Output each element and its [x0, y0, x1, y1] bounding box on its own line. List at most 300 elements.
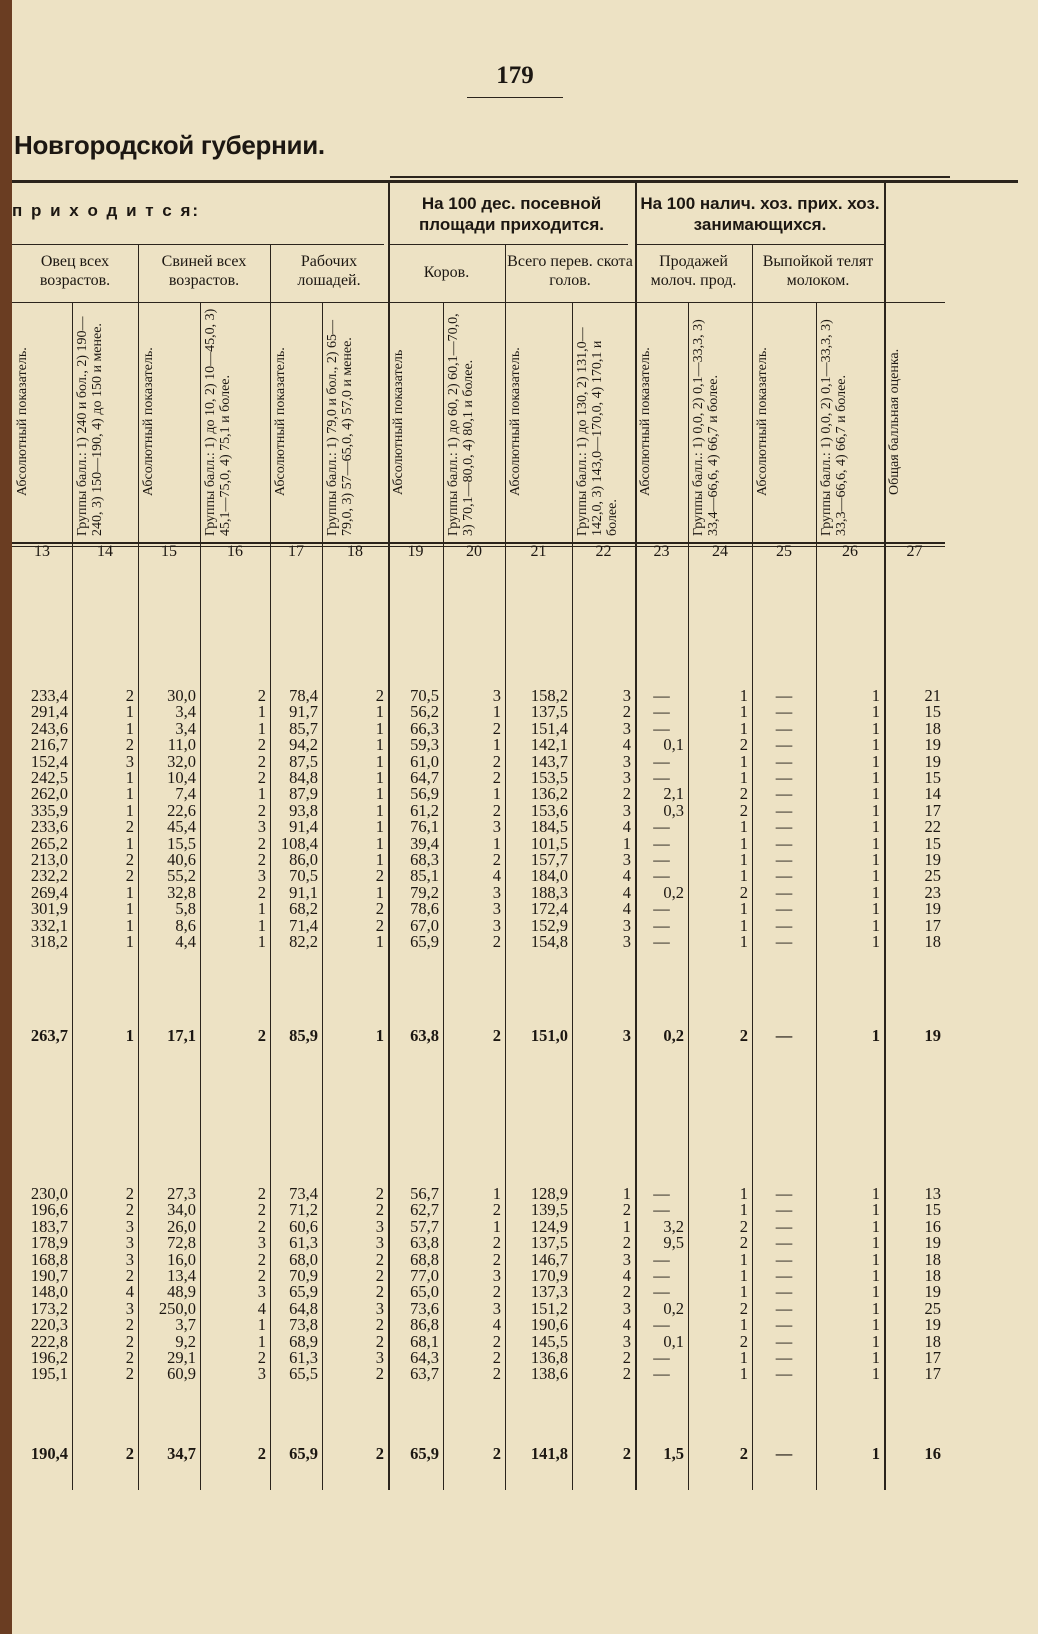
- cell-col-18: 2: [375, 1315, 384, 1335]
- cell-col-15: 4,4: [175, 932, 196, 951]
- cell-col-13: 269,4: [30, 882, 68, 902]
- cell-col-21: 151,0: [530, 1026, 568, 1045]
- cell-col-21: 128,9: [530, 1184, 568, 1203]
- cell-col-13: 183,7: [30, 1216, 68, 1236]
- cell-col-14: 3: [125, 1216, 134, 1236]
- cell-col-17: 65,5: [289, 1364, 318, 1384]
- cell-col-22: 4: [622, 899, 631, 919]
- table-row: [0, 835, 1038, 852]
- cell-col-15: 55,2: [167, 866, 196, 886]
- table-row: [0, 785, 1038, 802]
- subheader-19: Абсолютный показатель: [391, 349, 406, 495]
- column-number-21: 21: [530, 543, 547, 560]
- cell-col-23: —: [653, 833, 670, 853]
- cell-col-20: 1: [492, 1184, 501, 1203]
- cell-col-16: 4: [257, 1298, 266, 1318]
- cell-col-16: 3: [257, 1233, 266, 1253]
- cell-col-20: 3: [492, 915, 501, 935]
- cell-col-15: 11,0: [167, 735, 196, 755]
- table-row: [0, 818, 1038, 835]
- column-number-14: 14: [97, 543, 113, 560]
- cell-col-20: 2: [492, 932, 501, 951]
- cell-col-20: 2: [492, 850, 501, 869]
- cell-col-23: —: [653, 751, 670, 771]
- table-row: [0, 917, 1038, 934]
- column-number-26: 26: [842, 543, 858, 560]
- subheader-17: Абсолютный показатель.: [273, 347, 288, 497]
- cell-col-19: 65,0: [410, 1282, 439, 1302]
- cell-col-15: 48,9: [167, 1282, 196, 1302]
- cell-col-25: —: [775, 686, 793, 705]
- cell-col-17: 85,7: [289, 718, 318, 738]
- cell-col-17: 68,2: [289, 899, 318, 919]
- cell-col-20: 2: [492, 768, 501, 787]
- cell-col-18: 2: [375, 1200, 384, 1220]
- cell-col-20: 3: [492, 882, 501, 902]
- cell-col-16: 2: [257, 686, 266, 705]
- cell-col-25: —: [775, 1444, 793, 1463]
- cell-col-13: 196,6: [30, 1200, 68, 1220]
- cell-col-27: 14: [924, 784, 941, 804]
- cell-col-16: 1: [257, 718, 266, 738]
- table-row: [0, 1185, 1038, 1202]
- cell-col-23: 0,2: [663, 1026, 684, 1045]
- table-row: [0, 1333, 1038, 1350]
- column-number-22: 22: [595, 543, 612, 560]
- cell-col-27: 18: [924, 1331, 941, 1351]
- cell-col-22: 3: [622, 1331, 631, 1351]
- page-number-rule: [467, 97, 563, 98]
- cell-col-16: 1: [257, 702, 266, 722]
- cell-col-15: 5,8: [175, 899, 196, 919]
- cell-col-16: 3: [257, 866, 266, 886]
- table-row: [0, 720, 1038, 737]
- table-row: [0, 1316, 1038, 1333]
- cell-col-26: 1: [871, 1315, 880, 1335]
- cell-col-19: 56,7: [410, 1184, 439, 1203]
- cell-col-23: 0,1: [663, 735, 684, 755]
- cell-col-24: 2: [739, 1331, 748, 1351]
- cell-col-15: 250,0: [158, 1298, 196, 1318]
- cell-col-22: 1: [622, 833, 631, 853]
- cell-col-14: 1: [125, 768, 134, 787]
- header-rule-left: [12, 244, 384, 245]
- cell-col-22: 2: [622, 1348, 631, 1367]
- cell-col-21: 141,8: [530, 1444, 568, 1463]
- cell-col-15: 34,7: [167, 1444, 196, 1463]
- cell-col-21: 172,4: [530, 899, 568, 919]
- group-header-6: Продажей молоч. прод.: [650, 253, 737, 289]
- cell-col-22: 2: [622, 1233, 631, 1253]
- group-header-2: Свиней всех возрастов.: [161, 253, 247, 289]
- cell-col-25: —: [775, 1233, 793, 1253]
- cell-col-19: 56,2: [410, 702, 439, 722]
- table-row: [0, 703, 1038, 720]
- cell-col-22: 4: [622, 817, 631, 837]
- cell-col-21: 151,4: [530, 718, 568, 738]
- cell-col-19: 66,3: [410, 718, 439, 738]
- cell-col-19: 63,7: [410, 1364, 439, 1384]
- cell-col-23: 0,3: [663, 800, 684, 820]
- cell-col-13: 190,7: [30, 1266, 68, 1285]
- column-number-15: 15: [161, 543, 177, 560]
- cell-col-15: 3,7: [175, 1315, 196, 1335]
- cell-col-25: —: [775, 1315, 793, 1335]
- cell-col-17: 70,9: [289, 1266, 318, 1285]
- page-number: 179: [496, 62, 534, 89]
- cell-col-15: 29,1: [167, 1348, 196, 1367]
- cell-col-24: 1: [739, 850, 748, 869]
- column-number-23: 23: [653, 543, 670, 560]
- table-row: [0, 1365, 1038, 1382]
- cell-col-13: 178,9: [30, 1233, 68, 1253]
- cell-col-22: 4: [622, 1315, 631, 1335]
- cell-col-25: —: [775, 1266, 793, 1285]
- cell-col-27: 18: [924, 718, 941, 738]
- cell-col-15: 15,5: [167, 833, 196, 853]
- cell-col-26: 1: [871, 751, 880, 771]
- cell-col-19: 79,2: [410, 882, 439, 902]
- cell-col-26: 1: [871, 1026, 880, 1045]
- table-row: [0, 1218, 1038, 1235]
- cell-col-15: 10,4: [167, 768, 196, 787]
- cell-col-13: 242,5: [30, 768, 68, 787]
- cell-col-22: 3: [622, 932, 631, 951]
- cell-col-14: 2: [125, 817, 134, 837]
- column-number-16: 16: [227, 543, 243, 560]
- header-top-right: На 100 налич. хоз. прих. хоз. занимающихся.: [640, 194, 880, 234]
- cell-col-27: 25: [924, 1298, 941, 1318]
- cell-col-17: 71,2: [289, 1200, 318, 1220]
- cell-col-19: 64,3: [410, 1348, 439, 1367]
- cell-col-13: 265,2: [30, 833, 68, 853]
- cell-col-23: —: [653, 686, 670, 705]
- cell-col-20: 1: [492, 702, 501, 722]
- cell-col-21: 158,2: [530, 686, 568, 705]
- cell-col-26: 1: [871, 882, 880, 902]
- cell-col-16: 1: [257, 899, 266, 919]
- cell-col-27: 19: [924, 850, 941, 869]
- cell-col-13: 318,2: [30, 932, 68, 951]
- cell-col-17: 91,4: [289, 817, 318, 837]
- top-rule: [12, 180, 1018, 183]
- cell-col-24: 2: [739, 1026, 748, 1045]
- table-row: [0, 802, 1038, 819]
- cell-col-13: 233,4: [30, 686, 68, 705]
- cell-col-26: 1: [871, 1233, 880, 1253]
- cell-col-14: 2: [125, 1331, 134, 1351]
- cell-col-19: 68,8: [410, 1249, 439, 1269]
- cell-col-24: 1: [739, 1184, 748, 1203]
- cell-col-14: 1: [125, 784, 134, 804]
- cell-col-18: 1: [375, 833, 384, 853]
- cell-col-18: 2: [375, 1331, 384, 1351]
- cell-col-27: 19: [924, 1026, 941, 1045]
- cell-col-20: 2: [492, 800, 501, 820]
- header-top-left: п р и х о д и т с я:: [12, 201, 201, 220]
- cell-col-22: 4: [622, 735, 631, 755]
- group-header-1: Овец всех возрастов.: [39, 253, 111, 289]
- cell-col-18: 1: [375, 751, 384, 771]
- cell-col-13: 168,8: [30, 1249, 68, 1269]
- cell-col-27: 13: [924, 1184, 941, 1203]
- cell-col-24: 2: [739, 1444, 748, 1463]
- cell-col-22: 3: [622, 850, 631, 869]
- cell-col-25: —: [775, 932, 793, 951]
- cell-col-20: 4: [492, 866, 501, 886]
- cell-col-17: 73,8: [289, 1315, 318, 1335]
- cell-col-26: 1: [871, 1364, 880, 1384]
- column-number-24: 24: [712, 543, 728, 560]
- cell-col-13: 152,4: [30, 751, 68, 771]
- cell-col-27: 18: [924, 1266, 941, 1285]
- cell-col-21: 190,6: [530, 1315, 568, 1335]
- cell-col-25: —: [775, 1364, 793, 1384]
- cell-col-22: 3: [622, 1249, 631, 1269]
- cell-col-15: 60,9: [167, 1364, 196, 1384]
- cell-col-19: 68,1: [410, 1331, 439, 1351]
- cell-col-18: 1: [375, 932, 384, 951]
- cell-col-22: 3: [622, 718, 631, 738]
- cell-col-25: —: [775, 800, 793, 820]
- cell-col-24: 1: [739, 1249, 748, 1269]
- cell-col-14: 1: [125, 833, 134, 853]
- cell-col-16: 1: [257, 1331, 266, 1351]
- cell-col-24: 1: [739, 702, 748, 722]
- cell-col-14: 2: [125, 1444, 134, 1463]
- table-row: [0, 1201, 1038, 1218]
- cell-col-20: 4: [492, 1315, 501, 1335]
- cell-col-19: 73,6: [410, 1298, 439, 1318]
- cell-col-27: 15: [924, 768, 941, 787]
- cell-col-23: 0,2: [663, 1298, 684, 1318]
- cell-col-26: 1: [871, 1249, 880, 1269]
- cell-col-24: 1: [739, 686, 748, 705]
- average-row-2: [0, 1445, 1038, 1462]
- cell-col-23: —: [653, 1282, 670, 1302]
- cell-col-14: 2: [125, 1184, 134, 1203]
- cell-col-19: 63,8: [410, 1026, 439, 1045]
- cell-col-17: 108,4: [280, 833, 318, 853]
- subheader-23: Абсолютный показатель.: [638, 347, 653, 497]
- cell-col-19: 57,7: [410, 1216, 439, 1236]
- cell-col-20: 2: [492, 718, 501, 738]
- cell-col-18: 2: [375, 899, 384, 919]
- cell-col-22: 3: [622, 1298, 631, 1318]
- cell-col-22: 1: [622, 1184, 631, 1203]
- cell-col-26: 1: [871, 1444, 880, 1463]
- cell-col-27: 17: [924, 1348, 941, 1367]
- cell-col-26: 1: [871, 702, 880, 722]
- cell-col-14: 3: [125, 1249, 134, 1269]
- cell-col-13: 190,4: [30, 1444, 68, 1463]
- cell-col-19: 77,0: [410, 1266, 439, 1285]
- cell-col-24: 1: [739, 833, 748, 853]
- cell-col-16: 3: [257, 1282, 266, 1302]
- cell-col-14: 1: [125, 718, 134, 738]
- cell-col-18: 1: [375, 882, 384, 902]
- cell-col-27: 25: [924, 866, 941, 886]
- cell-col-22: 3: [622, 1026, 631, 1045]
- cell-col-17: 82,2: [289, 932, 318, 951]
- table-row: [0, 900, 1038, 917]
- cell-col-18: 3: [375, 1216, 384, 1236]
- cell-col-19: 76,1: [410, 817, 439, 837]
- cell-col-22: 3: [622, 915, 631, 935]
- cell-col-25: —: [775, 1331, 793, 1351]
- cell-col-24: 1: [739, 1348, 748, 1367]
- cell-col-23: 2,1: [663, 784, 684, 804]
- cell-col-26: 1: [871, 735, 880, 755]
- cell-col-20: 2: [492, 751, 501, 771]
- subheader-21: Абсолютный показатель.: [508, 347, 523, 497]
- column-number-18: 18: [347, 543, 363, 560]
- cell-col-21: 137,5: [530, 702, 568, 722]
- cell-col-22: 4: [622, 866, 631, 886]
- cell-col-25: —: [775, 866, 793, 886]
- subheader-22: Группы балл.: 1) до 130, 2) 131,0—142,0, 3) 143,0—170,0, 4) 170,1 и более.: [575, 327, 620, 536]
- cell-col-23: 3,2: [663, 1216, 684, 1236]
- cell-col-24: 2: [739, 784, 748, 804]
- cell-col-27: 23: [924, 882, 941, 902]
- cell-col-24: 1: [739, 1266, 748, 1285]
- cell-col-26: 1: [871, 768, 880, 787]
- cell-col-24: 2: [739, 735, 748, 755]
- cell-col-15: 26,0: [167, 1216, 196, 1236]
- cell-col-21: 146,7: [530, 1249, 568, 1269]
- cell-col-15: 40,6: [167, 850, 196, 869]
- cell-col-24: 1: [739, 915, 748, 935]
- cell-col-24: 2: [739, 1298, 748, 1318]
- cell-col-21: 153,5: [530, 768, 568, 787]
- cell-col-25: —: [775, 1026, 793, 1045]
- group-header-5: Всего перев. скота голов.: [507, 253, 633, 289]
- cell-col-17: 91,1: [289, 882, 318, 902]
- cell-col-25: —: [775, 1298, 793, 1318]
- cell-col-26: 1: [871, 915, 880, 935]
- cell-col-27: 17: [924, 800, 941, 820]
- cell-col-19: 65,9: [410, 1444, 439, 1463]
- cell-col-19: 61,0: [410, 751, 439, 771]
- cell-col-16: 1: [257, 932, 266, 951]
- cell-col-23: —: [653, 718, 670, 738]
- cell-col-14: 2: [125, 1266, 134, 1285]
- page-heading: Новгородской губернии.: [14, 130, 325, 160]
- cell-col-20: 2: [492, 1364, 501, 1384]
- subheader-27: Общая балльная оценка.: [887, 348, 902, 496]
- subheader-20: Группы балл.: 1) до 60, 2) 60,1—70,0, 3) 70,1—80,0, 4) 80,1 и более.: [446, 313, 476, 536]
- cell-col-26: 1: [871, 1184, 880, 1203]
- header-top-mid: На 100 дес. посевной площади приходится.: [419, 194, 604, 234]
- cell-col-26: 1: [871, 800, 880, 820]
- cell-col-13: 232,2: [30, 866, 68, 886]
- cell-col-15: 17,1: [167, 1026, 196, 1045]
- table-row: [0, 933, 1038, 950]
- cell-col-27: 19: [924, 1233, 941, 1253]
- cell-col-18: 1: [375, 718, 384, 738]
- column-number-19: 19: [407, 543, 424, 560]
- cell-col-23: —: [653, 1315, 670, 1335]
- cell-col-13: 301,9: [30, 899, 68, 919]
- cell-col-27: 19: [924, 751, 941, 771]
- cell-col-15: 7,4: [175, 784, 196, 804]
- cell-col-25: —: [775, 1184, 793, 1203]
- cell-col-15: 32,0: [167, 751, 196, 771]
- cell-col-26: 1: [871, 1282, 880, 1302]
- cell-col-27: 19: [924, 735, 941, 755]
- header-rule-right: [635, 244, 884, 245]
- cell-col-22: 3: [622, 768, 631, 787]
- cell-col-18: 2: [375, 1282, 384, 1302]
- cell-col-16: 2: [257, 1266, 266, 1285]
- cell-col-25: —: [775, 735, 793, 755]
- cell-col-21: 124,9: [530, 1216, 568, 1236]
- cell-col-23: 0,1: [663, 1331, 684, 1351]
- cell-col-23: —: [653, 768, 670, 787]
- subheader-16: Группы балл.: 1) до 10, 2) 10—45,0, 3) 45,1—75,0, 4) 75,1 и более.: [203, 308, 233, 536]
- cell-col-15: 3,4: [175, 702, 196, 722]
- cell-col-27: 16: [924, 1444, 941, 1463]
- cell-col-26: 1: [871, 1266, 880, 1285]
- cell-col-15: 16,0: [167, 1249, 196, 1269]
- cell-col-26: 1: [871, 850, 880, 869]
- cell-col-26: 1: [871, 1331, 880, 1351]
- cell-col-20: 2: [492, 1348, 501, 1367]
- cell-col-21: 157,7: [530, 850, 568, 869]
- cell-col-23: —: [653, 850, 670, 869]
- cell-col-20: 2: [492, 1331, 501, 1351]
- cell-col-14: 1: [125, 915, 134, 935]
- cell-col-22: 3: [622, 686, 631, 705]
- table-row: [0, 1267, 1038, 1284]
- cell-col-19: 85,1: [410, 866, 439, 886]
- subheader-14: Группы балл.: 1) 240 и бол., 2) 190—240, 3) 150—190, 4) до 150 и менее.: [75, 316, 105, 536]
- cell-col-15: 13,4: [167, 1266, 196, 1285]
- cell-col-17: 60,6: [289, 1216, 318, 1236]
- cell-col-16: 2: [257, 1444, 266, 1463]
- cell-col-23: —: [653, 702, 670, 722]
- top-rule-right: [390, 176, 950, 178]
- cell-col-13: 332,1: [30, 915, 68, 935]
- cell-col-21: 137,3: [530, 1282, 568, 1302]
- cell-col-23: 1,5: [663, 1444, 684, 1463]
- cell-col-26: 1: [871, 686, 880, 705]
- cell-col-20: 3: [492, 1266, 501, 1285]
- cell-col-20: 3: [492, 1298, 501, 1318]
- cell-col-22: 2: [622, 1364, 631, 1384]
- cell-col-17: 70,5: [289, 866, 318, 886]
- cell-col-18: 1: [375, 768, 384, 787]
- cell-col-16: 1: [257, 784, 266, 804]
- cell-col-25: —: [775, 718, 793, 738]
- cell-col-26: 1: [871, 833, 880, 853]
- cell-col-20: 2: [492, 1444, 501, 1463]
- cell-col-14: 3: [125, 751, 134, 771]
- subheader-25: Абсолютный показатель.: [755, 347, 770, 497]
- cell-col-16: 2: [257, 735, 266, 755]
- cell-col-14: 2: [125, 686, 134, 705]
- cell-col-26: 1: [871, 784, 880, 804]
- cell-col-16: 2: [257, 1216, 266, 1236]
- cell-col-23: —: [653, 1348, 670, 1367]
- cell-col-13: 216,7: [30, 735, 68, 755]
- cell-col-13: 233,6: [30, 817, 68, 837]
- cell-col-21: 101,5: [530, 833, 568, 853]
- cell-col-20: 1: [492, 833, 501, 853]
- cell-col-24: 2: [739, 1216, 748, 1236]
- cell-col-24: 1: [739, 817, 748, 837]
- cell-col-14: 1: [125, 800, 134, 820]
